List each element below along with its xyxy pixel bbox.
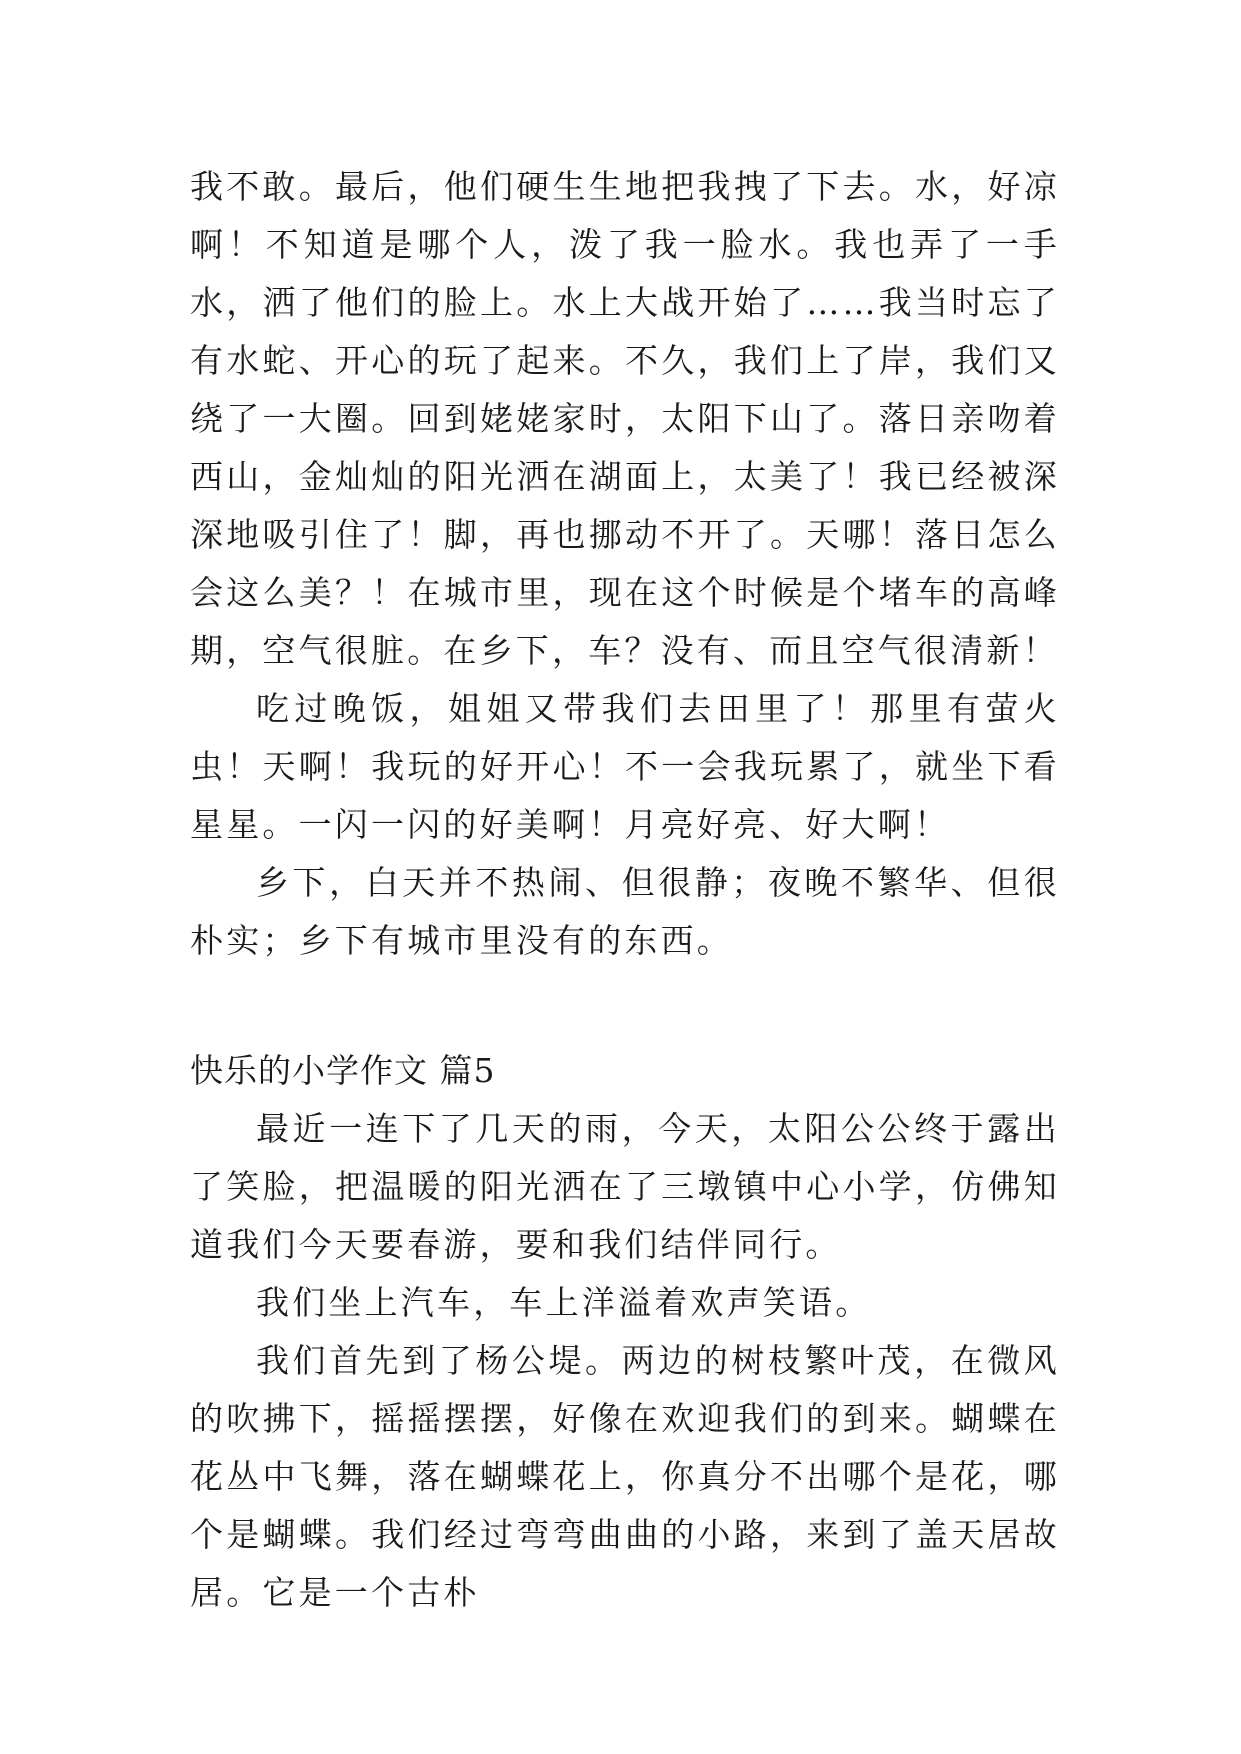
paragraph-bus: 我们坐上汽车，车上洋溢着欢声笑语。	[256, 1283, 872, 1322]
paragraph-continued: 我不敢。最后，他们硬生生地把我拽了下去。水，好凉啊！不知道是哪个人，泼了我一脸水。我也弄了一手水，洒了他们的脸上。水上大战开始了……我当时忘了有水蛇、开心的玩了起来。不久，我们上了岸，我们又绕了一大圈。回到姥姥家时，太阳下山了。落日亲吻着西山，金灿灿的阳光洒在湖面上，太美了！我已经被深深地吸引住了！脚，再也挪动不开了。天哪！落日怎么会这么美？！在城市里，现在这个时候是个堵车的高峰期，空气很脏。在乡下，车？没有、而且空气很清新！	[190, 167, 1060, 670]
essay-heading: 快乐的小学作文 篇5	[190, 1051, 496, 1090]
paragraph-countryside-summary: 乡下，白天并不热闹、但很静；夜晚不繁华、但很朴实；乡下有城市里没有的东西。	[190, 863, 1060, 960]
paragraph-yanggong-causeway: 我们首先到了杨公堤。两边的树枝繁叶茂，在微风的吹拂下，摇摇摆摆，好像在欢迎我们的到来。蝴蝶在花丛中飞舞，落在蝴蝶花上，你真分不出哪个是花，哪个是蝴蝶。我们经过弯弯曲曲的小路，来到了盖天居故居。它是一个古朴	[190, 1341, 1060, 1612]
document-page	[190, 158, 1060, 1622]
paragraph-evening: 吃过晚饭，姐姐又带我们去田里了！那里有萤火虫！天啊！我玩的好开心！不一会我玩累了，就坐下看星星。一闪一闪的好美啊！月亮好亮、好大啊！	[190, 689, 1060, 844]
paragraph-spring-outing: 最近一连下了几天的雨，今天，太阳公公终于露出了笑脸，把温暖的阳光洒在了三墩镇中心小学，仿佛知道我们今天要春游，要和我们结伴同行。	[190, 1109, 1060, 1264]
